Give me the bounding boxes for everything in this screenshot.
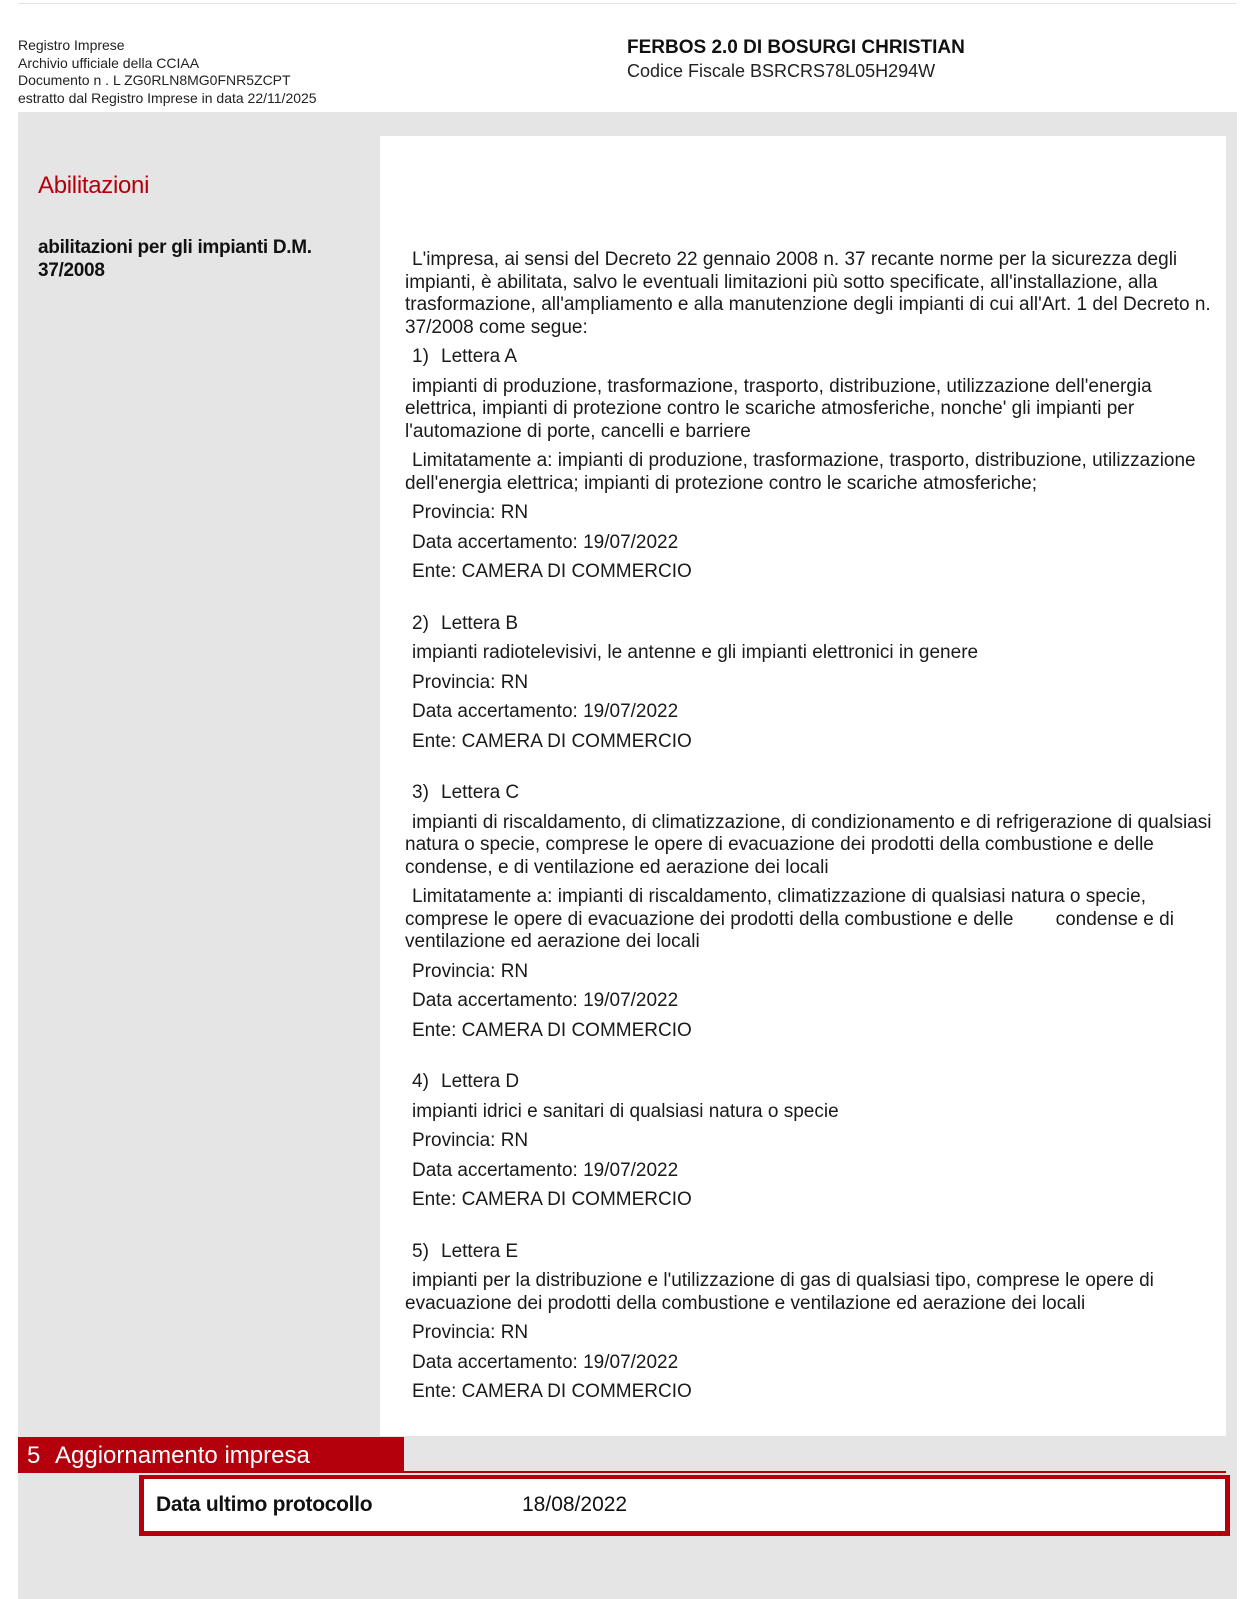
item-number: 3) xyxy=(412,782,429,803)
item-provincia: Provincia: RN xyxy=(412,960,529,982)
company-header xyxy=(627,36,965,82)
item-heading xyxy=(405,1241,1225,1271)
abilitazione-item xyxy=(405,346,1225,591)
section5-title: Aggiornamento impresa xyxy=(55,1442,310,1469)
intro-paragraph: L'impresa, ai sensi del Decreto 22 gennaio 2008 n. 37 recante norme per la sicurezza degli impianti, è abilitata, salvo le eventuali limitazioni più sotto specificate, all'installazione, alla trasformazione, all'ampliamento e alla manutenzione degli impianti di cui all'Art. 1 del Decreto n. 37/2008 come segue: xyxy=(405,249,1211,338)
extract-date-line: estratto dal Registro Imprese in data 22/11/2025 xyxy=(18,89,317,106)
item-ente: Ente: CAMERA DI COMMERCIO xyxy=(412,1381,692,1402)
item-heading xyxy=(405,346,1225,376)
last-protocol-row xyxy=(139,1475,1230,1536)
item-ente: Ente: CAMERA DI COMMERCIO xyxy=(412,561,692,582)
item-data-accertamento: Data accertamento: 19/07/2022 xyxy=(412,701,679,722)
item-description: impianti per la distribuzione e l'utilizzazione di gas di qualsiasi tipo, comprese le opere di evacuazione dei prodotti della combustione e ventilazione ed aerazione dei locali xyxy=(405,1270,1154,1314)
item-data-accertamento: Data accertamento: 19/07/2022 xyxy=(412,990,679,1011)
item-heading xyxy=(405,1071,1225,1101)
item-provincia: Provincia: RN xyxy=(412,1130,529,1151)
abilitazione-item xyxy=(405,613,1225,761)
section-subtitle: abilitazioni per gli impianti D.M. 37/2008 xyxy=(38,237,312,281)
codice-fiscale: Codice Fiscale BSRCRS78L05H294W xyxy=(627,61,936,81)
item-description: impianti di produzione, trasformazione, trasporto, distribuzione, utilizzazione dell'energia elettrica, impianti di protezione contro le scariche atmosferiche, nonche' gli impianti per l'automazione di porte, cancelli e barriere xyxy=(405,375,1152,442)
registry-line: Registro Imprese xyxy=(18,37,125,53)
item-provincia: Provincia: RN xyxy=(412,1322,529,1343)
item-data-accertamento: Data accertamento: 19/07/2022 xyxy=(412,1351,679,1373)
item-ente: Ente: CAMERA DI COMMERCIO xyxy=(412,1189,692,1210)
item-heading xyxy=(405,613,1225,643)
item-ente: Ente: CAMERA DI COMMERCIO xyxy=(412,730,692,752)
item-lettera: Lettera B xyxy=(441,612,519,634)
item-lettera: Lettera A xyxy=(441,346,518,367)
item-heading xyxy=(405,782,1225,812)
abilitazione-item xyxy=(405,1071,1225,1219)
section-title: Abilitazioni xyxy=(38,172,150,199)
item-data-accertamento: Data accertamento: 19/07/2022 xyxy=(412,531,679,553)
item-description: impianti idrici e sanitari di qualsiasi natura o specie xyxy=(412,1100,839,1122)
abilitazione-item xyxy=(405,782,1225,1049)
abilitazione-item xyxy=(405,1241,1225,1411)
section5-number: 5 xyxy=(27,1442,41,1469)
item-description: impianti di riscaldamento, di climatizzazione, di condizionamento e di refrigerazione di qualsiasi natura o specie, comprese le opere di evacuazione dei prodotti della combustione e delle condense, e di ventilazione ed aerazione dei locali xyxy=(405,811,1212,878)
top-divider xyxy=(18,3,1236,4)
item-number: 5) xyxy=(412,1240,429,1262)
document-number-line: Documento n . L ZG0RLN8MG0FNR5ZCPT xyxy=(18,72,291,88)
item-lettera: Lettera E xyxy=(441,1240,519,1262)
document-info xyxy=(18,37,317,107)
item-description: impianti radiotelevisivi, le antenne e gli impianti elettronici in genere xyxy=(412,642,979,663)
last-protocol-value: 18/08/2022 xyxy=(522,1493,628,1516)
item-limitation: Limitatamente a: impianti di riscaldamento, climatizzazione di qualsiasi natura o specie, comprese le opere di evacuazione dei prodotti della combustione e delle condense e di ventilazione ed aerazione dei locali xyxy=(405,886,1180,952)
item-provincia: Provincia: RN xyxy=(412,502,529,523)
item-number: 2) xyxy=(412,612,429,634)
last-protocol-label: Data ultimo protocollo xyxy=(156,1493,373,1516)
item-lettera: Lettera C xyxy=(441,782,520,803)
item-provincia: Provincia: RN xyxy=(412,671,529,693)
company-name: FERBOS 2.0 DI BOSURGI CHRISTIAN xyxy=(627,37,965,58)
item-number: 1) xyxy=(412,346,429,367)
section5-divider xyxy=(18,1471,1226,1473)
section5-header xyxy=(18,1437,404,1473)
item-ente: Ente: CAMERA DI COMMERCIO xyxy=(412,1019,692,1041)
item-limitation: Limitatamente a: impianti di produzione, trasformazione, trasporto, distribuzione, utilizzazione dell'energia elettrica; impianti di protezione contro le scariche atmosferiche; xyxy=(405,450,1196,494)
item-lettera: Lettera D xyxy=(441,1071,520,1092)
abilitazioni-content xyxy=(405,249,1225,1411)
item-number: 4) xyxy=(412,1071,429,1092)
item-data-accertamento: Data accertamento: 19/07/2022 xyxy=(412,1159,679,1181)
archive-line: Archivio ufficiale della CCIAA xyxy=(18,54,200,71)
